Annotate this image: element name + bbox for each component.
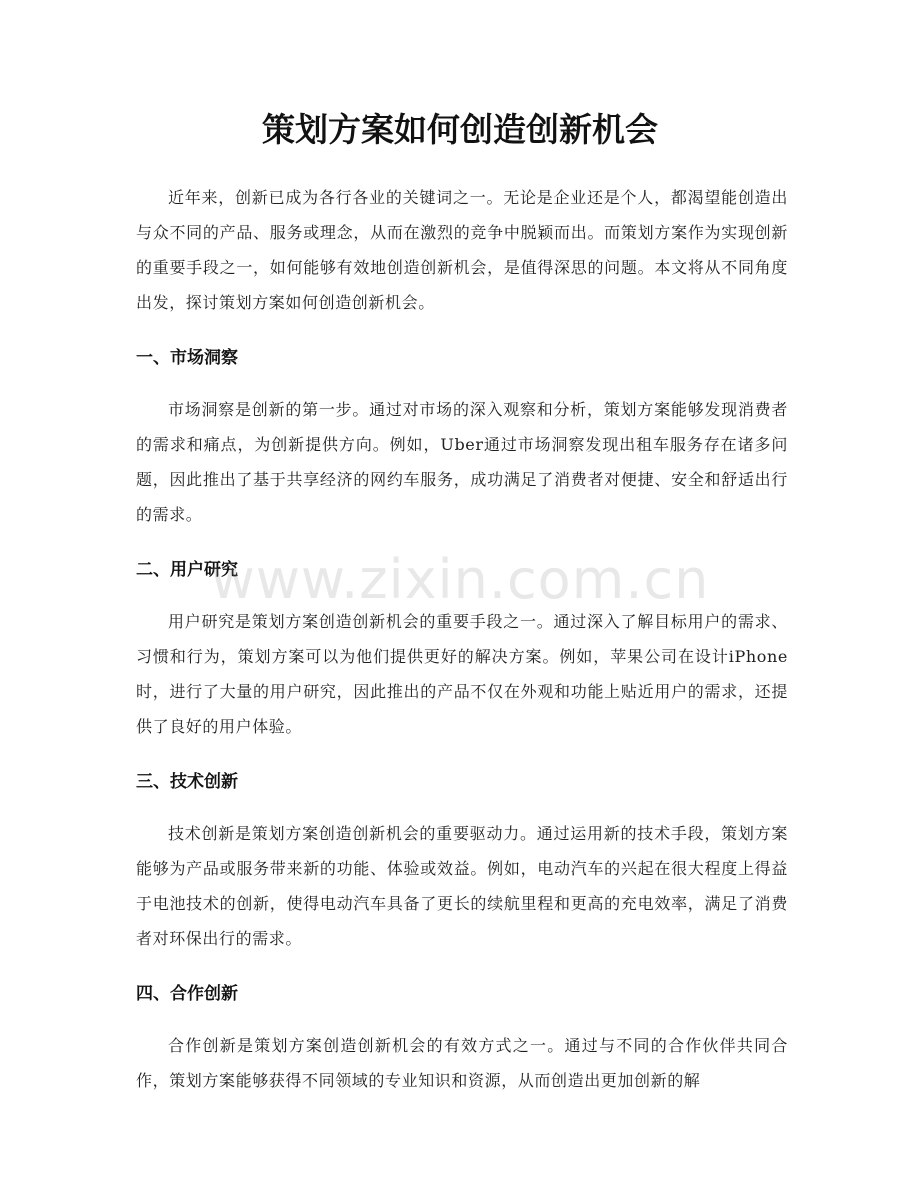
section-heading-market-insight: 一、市场洞察 [136,348,238,368]
section-paragraph-user-research: 用户研究是策划方案创造创新机会的重要手段之一。通过深入了解目标用户的需求、习惯和行为，策划方案可以为他们提供更好的解决方案。例如，苹果公司在设计iPhone时，进行了大量的用户研究，因此推出的产品不仅在外观和功能上贴近用户的需求，还提供了良好的用户体验。 [136,612,788,736]
section-heading-tech-innovation: 三、技术创新 [136,772,238,792]
intro-paragraph: 近年来，创新已成为各行各业的关键词之一。无论是企业还是个人，都渴望能创造出与众不同的产品、服务或理念，从而在激烈的竞争中脱颖而出。而策划方案作为实现创新的重要手段之一，如何能够有效地创造创新机会，是值得深思的问题。本文将从不同角度出发，探讨策划方案如何创造创新机会。 [136,188,788,312]
section-paragraph-cooperative-innovation: 合作创新是策划方案创造创新机会的有效方式之一。通过与不同的合作伙伴共同合作，策划方案能够获得不同领域的专业知识和资源，从而创造出更加创新的解 [136,1036,788,1090]
section-heading-user-research: 二、用户研究 [136,560,238,580]
section-paragraph-tech-innovation: 技术创新是策划方案创造创新机会的重要驱动力。通过运用新的技术手段，策划方案能够为产品或服务带来新的功能、体验或效益。例如，电动汽车的兴起在很大程度上得益于电池技术的创新，使得电动汽车具备了更长的续航里程和更高的充电效率，满足了消费者对环保出行的需求。 [136,824,788,948]
watermark-text: www.zixin.com.cn [210,548,710,611]
document-title: 策划方案如何创造创新机会 [262,110,658,149]
section-heading-cooperative-innovation: 四、合作创新 [136,984,238,1004]
section-paragraph-market-insight: 市场洞察是创新的第一步。通过对市场的深入观察和分析，策划方案能够发现消费者的需求和痛点，为创新提供方向。例如，Uber通过市场洞察发现出租车服务存在诸多问题，因此推出了基于共享经济的网约车服务，成功满足了消费者对便捷、安全和舒适出行的需求。 [136,400,788,524]
document-body [136,180,788,1098]
